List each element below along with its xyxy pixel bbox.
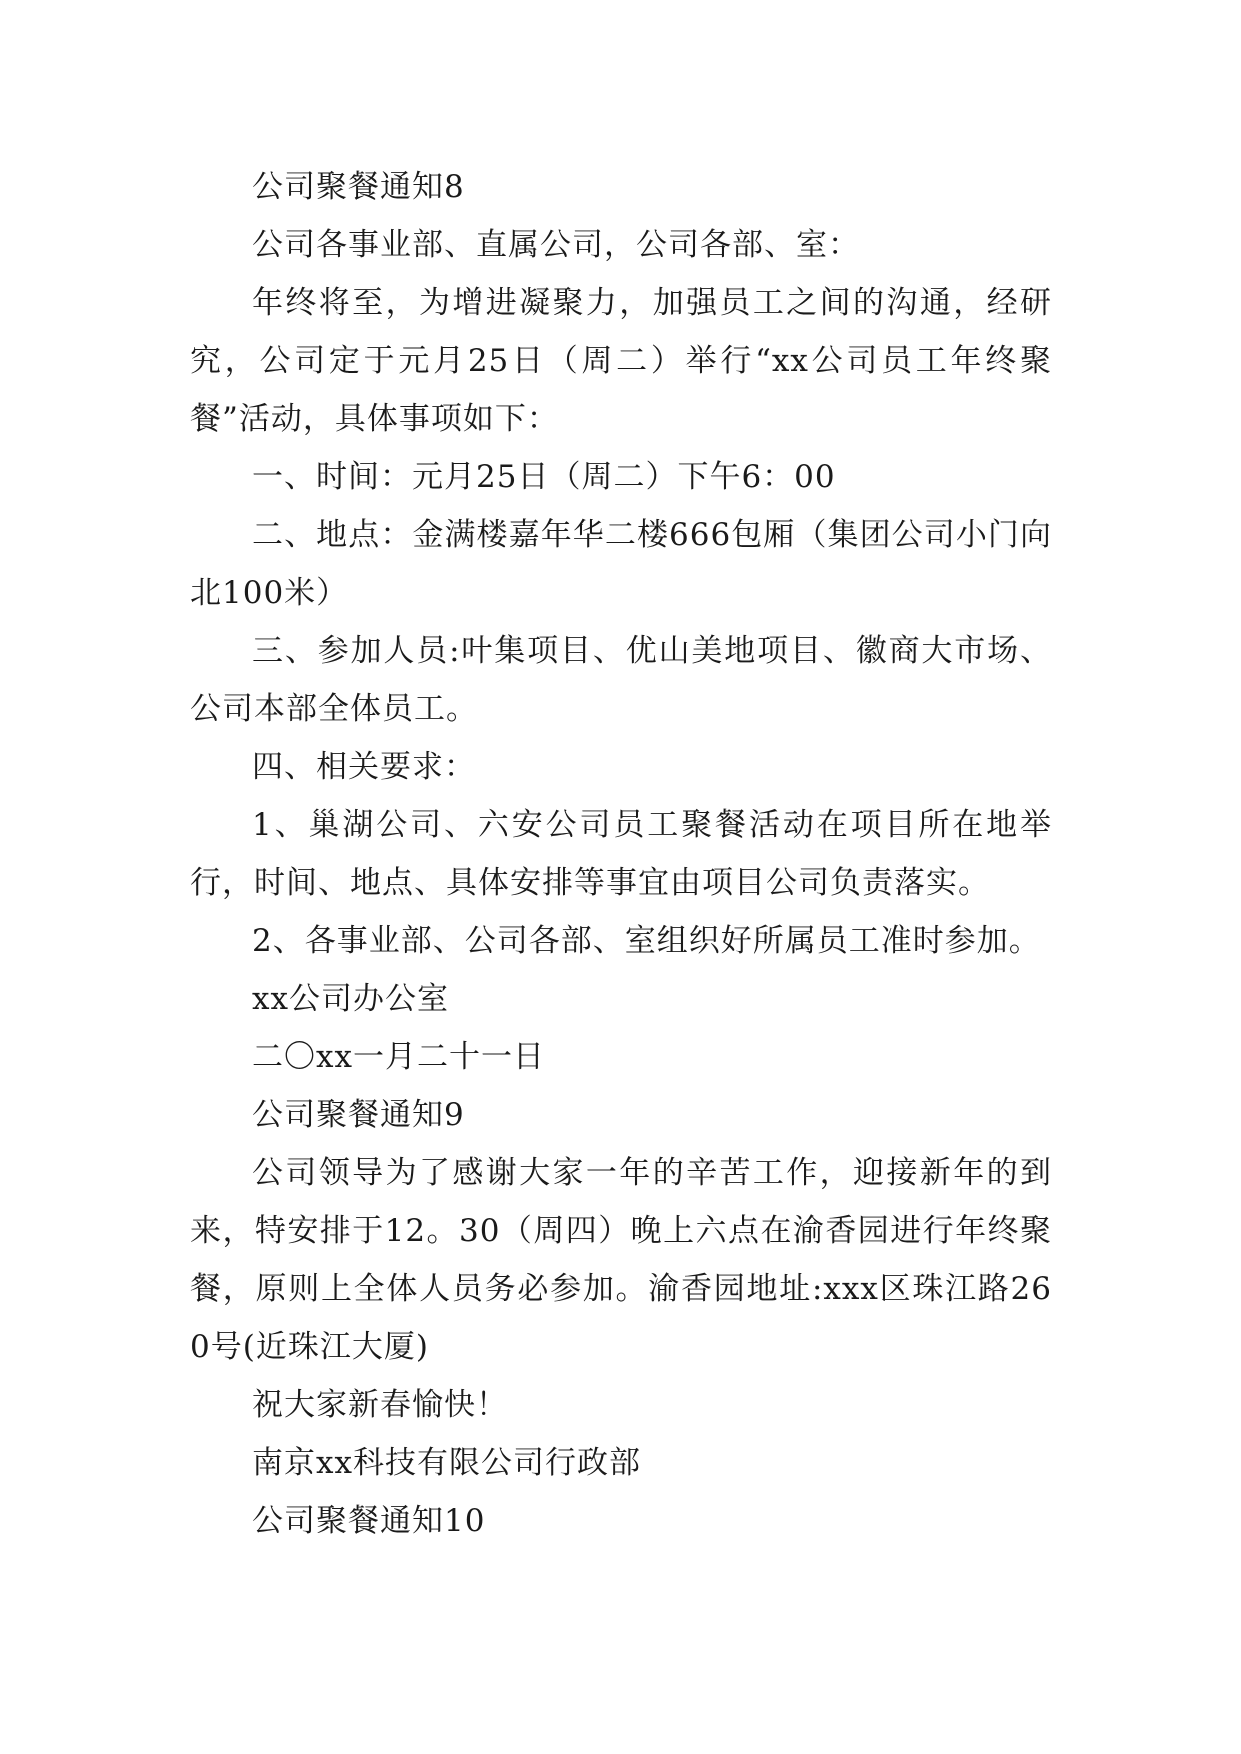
document-body (190, 158, 1052, 1550)
greeting: 祝大家新春愉快！ (252, 1387, 508, 1423)
signature-company: 南京xx科技有限公司行政部 (252, 1445, 641, 1481)
notice-9-body: 公司领导为了感谢大家一年的辛苦工作，迎接新年的到来，特安排于12。30（周四）晚上六点在渝香园进行年终聚餐，原则上全体人员务必参加。渝香园地址:xxx区珠江路260号(近珠江大厦) (190, 1155, 1052, 1365)
requirement-2: 2、各事业部、公司各部、室组织好所属员工准时参加。 (252, 923, 1041, 959)
signature-date: 二〇xx一月二十一日 (252, 1039, 545, 1075)
item-requirements: 四、相关要求： (252, 749, 476, 785)
signature-office: xx公司办公室 (252, 981, 449, 1017)
item-attendees: 三、参加人员:叶集项目、优山美地项目、徽商大市场、公司本部全体员工。 (190, 633, 1052, 727)
addressee: 公司各事业部、直属公司，公司各部、室： (252, 227, 860, 263)
notice-title-10: 公司聚餐通知10 (252, 1503, 486, 1539)
notice-title-8: 公司聚餐通知8 (252, 169, 465, 205)
requirement-1: 1、巢湖公司、六安公司员工聚餐活动在项目所在地举行，时间、地点、具体安排等事宜由项目公司负责落实。 (190, 807, 1052, 901)
item-location: 二、地点：金满楼嘉年华二楼666包厢（集团公司小门向北100米） (190, 517, 1052, 611)
notice-title-9: 公司聚餐通知9 (252, 1097, 465, 1133)
intro-paragraph: 年终将至，为增进凝聚力，加强员工之间的沟通，经研究，公司定于元月25日（周二）举行“xx公司员工年终聚餐”活动，具体事项如下： (190, 285, 1052, 437)
item-time: 一、时间：元月25日（周二）下午6：00 (252, 459, 836, 495)
